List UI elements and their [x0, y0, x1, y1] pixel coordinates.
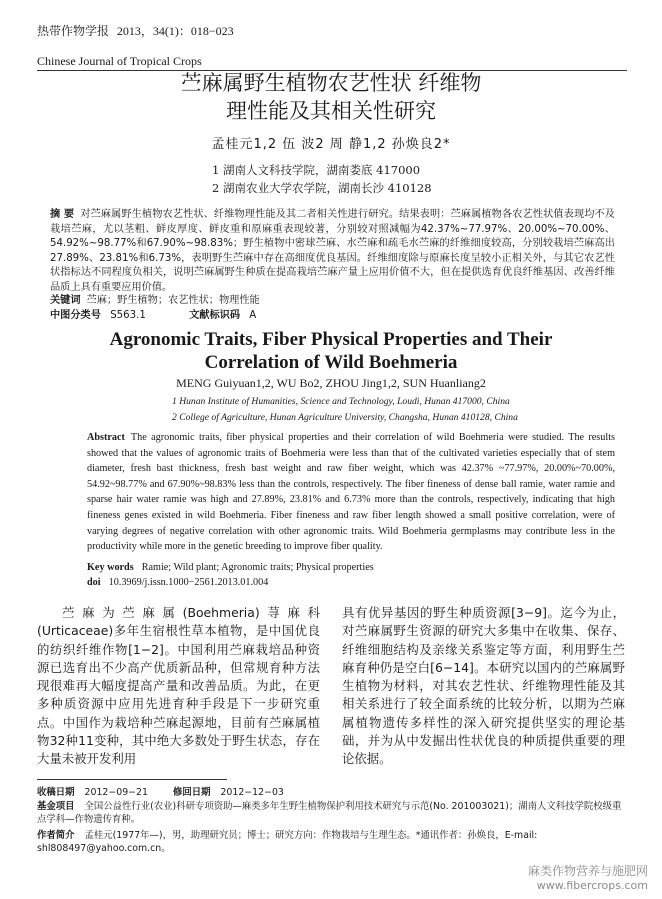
body-column-right: 具有优异基因的野生种质资源[3−9]。迄今为止，对苎麻属野生资源的研究大多集中在收集、保存、纤维细胞结构及亲缘关系鉴定等方面，利用野生苎麻育种仍是空白[6−14]。本研究以国内的苎麻属野生植物为材料，对其农艺性状、纤维物理性能及其相关系进行了较全面系统的比较分析，以期为苎麻属植物遗传多样性的深入研究提供坚实的理论基础，并为从中发掘出性状优良的种质提供重要的理论依据。 — [342, 605, 625, 767]
abstract-cn-text: 对苎麻属野生植物农艺性状、纤维物理性能及其二者相关性进行研究。结果表明：苎麻属植物各农艺性状值表现均不及栽培苎麻，尤以茎粗、鲜皮厚度、鲜皮重和原麻重表现较著，分别较对照减幅为42.37%~77.97%、20.00%~70.00%、54.92%~98.77%和67.90%~98.83%；野生植物中密球苎麻、水苎麻和疏毛水苎麻的纤维细度较高，分别较栽培苎麻高出27.89%、23.81%和6.73%，表明野生苎麻中存在高细度优良基因。纤维细度除与原麻长度呈较小正相关外，与其它农艺性状指标达不同程度负相关，说明苎麻属野生种质在提高栽培苎麻产量上应用价值不大，但在提供选育优良纤维基因、改善纤维品质上具有重要应用价值。 — [50, 209, 615, 293]
watermark-name: 麻类作物营养与施肥网 — [527, 864, 648, 878]
title-cn-line-2: 理性能及其相关性研究 — [226, 99, 436, 123]
abstract-en — [87, 430, 615, 555]
classification-row — [50, 306, 256, 321]
revised-date: 2012−12−03 — [220, 787, 284, 798]
site-watermark — [528, 862, 648, 892]
abstract-en-label: Abstract — [87, 432, 125, 443]
received-label: 收稿日期 — [37, 787, 75, 798]
keywords-en — [87, 562, 374, 573]
fund-text: 全国公益性行业(农业)科研专项资助—麻类多年生野生植物保护利用技术研究与示范(No. 201003021)；湖南人文科技学院校级重点学科—作物遗传育种。 — [37, 801, 622, 825]
abstract-cn-label: 摘 要 — [50, 209, 75, 220]
journal-name-cn: 热带作物学报 — [37, 24, 110, 38]
authors-en: MENG Guiyuan1,2, WU Bo2, ZHOU Jing1,2, SUN Huanliang2 — [176, 376, 486, 390]
footnote-fund — [37, 800, 627, 826]
title-en-line-1: Agronomic Traits, Fiber Physical Properties and Their — [109, 329, 553, 350]
fund-label: 基金项目 — [37, 801, 75, 812]
revised-label: 修回日期 — [172, 787, 211, 798]
abstract-en-text: The agronomic traits, fiber physical properties and their correlation of wild Boehmeria were studied. The results showed that the values of agronomic traits of Boehmeria were less than that of the cultivated varieties especially that of stem diameter, fresh bast thickness, fresh bast weight and raw fiber weight, which was 42.37% ~77.97%, 20.00%~70.00%, 54.92~98.77% and 67.90%~98.83% less than the controls, respectively. The fiber fineness of dense ball ramie, water ramie and sparse hair water ramie was high and 27.89%, 23.81% and 6.73% more than the controls, respectively, indicating that high fineness genes existed in wild Boehmeria. Fiber fineness and raw fiber length showed a small positive correlation, were of varying degrees of negative correlation with other agronomic traits. Wild Boehmeria germplasms may contribute less in the productivity while more in the genetic breeding to improve fiber quality. — [87, 432, 615, 553]
keywords-cn-text: 苎麻；野生植物；农艺性状；物理性能 — [86, 295, 260, 306]
keywords-cn-label: 关键词 — [50, 295, 81, 306]
doi-row — [87, 577, 268, 588]
title-en-line-2: Correlation of Wild Boehmeria — [204, 352, 458, 373]
journal-citation: 2013，34(1)：018−023 — [116, 24, 234, 38]
classification-value: S563.1 — [110, 310, 146, 321]
affiliation-en-1: 1 Hunan Institute of Humanities, Science and Technology, Loudi, Hunan 417000, China — [172, 396, 510, 407]
title-cn-line-1: 苎麻属野生植物农艺性状 纤维物 — [180, 71, 482, 95]
journal-header — [37, 22, 234, 39]
doi-label: doi — [87, 577, 101, 588]
footnote-dates — [37, 786, 627, 799]
body-column-left: 苎麻为苎麻属(Boehmeria)荨麻科(Urticaceae)多年生宿根性草本植物，是中国优良的纺织纤维作物[1−2]。中国利用苎麻栽培品种资源已选育出不少高产优质新品种，但常规育种方法现很难再大幅度提高产量和改善品质。为此，在更多种质资源中应用先进育种手段是下一步研究重点。中国作为栽培种苎麻起源地，目前有苎麻属植物32种11变种，其中绝大多数处于野生状态，存在大量未被开发利用 — [37, 605, 320, 767]
affiliation-en-2: 2 College of Agriculture, Hunan Agriculture University, Changsha, Hunan 410128, China — [172, 412, 518, 423]
footnote-author — [37, 829, 627, 855]
keywords-en-text: Ramie; Wild plant; Agronomic traits; Physical properties — [141, 562, 374, 573]
affiliation-cn-1: 1 湖南人文科技学院，湖南娄底 417000 — [212, 163, 421, 177]
doi-value: 10.3969/j.issn.1000−2561.2013.01.004 — [108, 577, 269, 588]
affiliation-cn-2: 2 湖南农业大学农学院，湖南长沙 410128 — [212, 181, 432, 195]
doc-code-value: A — [249, 310, 257, 321]
author-bio-text: 孟桂元(1977年—)，男，助理研究员；博士；研究方向：作物栽培与生理生态。*通讯作者：孙焕良，E-mail: shl808497@yahoo.com.cn。 — [37, 830, 538, 854]
authors-cn: 孟桂元1,2 伍 波2 周 静1,2 孙焕良2* — [211, 137, 451, 152]
classification-label: 中图分类号 — [50, 310, 101, 321]
received-date: 2012−09−21 — [84, 787, 148, 798]
abstract-cn — [50, 208, 615, 296]
keywords-cn — [50, 291, 260, 306]
keywords-en-label: Key words — [87, 562, 134, 573]
journal-name-en: Chinese Journal of Tropical Crops — [37, 54, 202, 68]
doc-code-label: 文献标识码 — [189, 310, 241, 321]
watermark-url: www.fibercrops.com — [536, 879, 648, 892]
footnote-divider — [37, 779, 227, 780]
author-bio-label: 作者简介 — [37, 830, 75, 841]
